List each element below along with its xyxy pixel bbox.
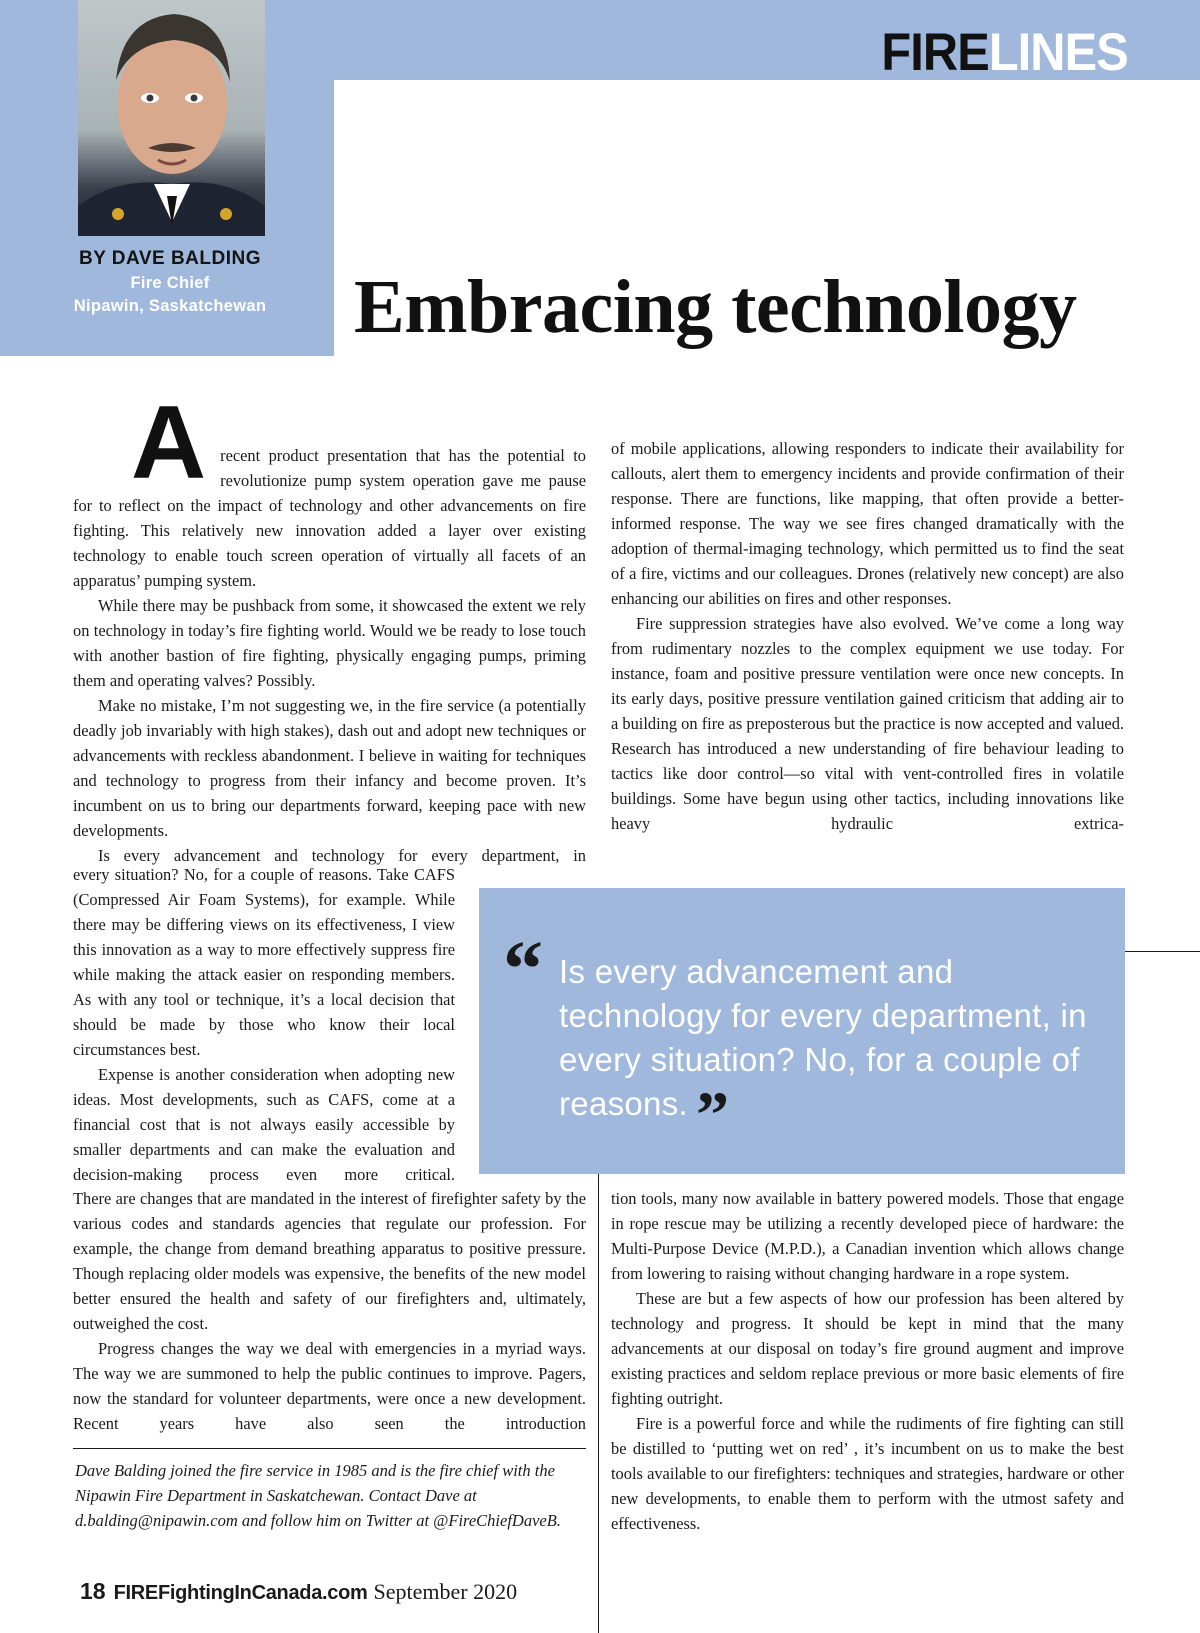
paragraph: Make no mistake, I’m not suggesting we, in the fire service (a potentially deadly job invariably with high stakes), dash out and adopt new techniques or advancements with reckless abandonment. I believe in waiting for techniques and technology to progress from their infancy and become proven. It’s incumbent on us to bring our departments forward, keeping pace with new developments. xyxy=(73,696,586,840)
author-location: Nipawin, Saskatchewan xyxy=(73,297,267,315)
paragraph: While there may be pushback from some, it showcased the extent we rely on technology in today’s fire fighting world. Would we be ready to lose touch with another bastion of fire fighting, physically engaging pumps, priming them and operating valves? Possibly. xyxy=(73,596,586,690)
author-role: Fire Chief xyxy=(130,274,210,292)
paragraph: of mobile applications, allowing responders to indicate their availability for callouts, alert them to emergency incidents and provide confirmation of their response. There are functions, like mapping, that often provide a better-informed response. The way we see fires changed dramatically with the adoption of thermal-imaging technology, which permitted us to find the seat of a fire, victims and our colleagues. Drones (relatively new concept) are also enhancing our abilities on fires and other responses. xyxy=(611,439,1124,608)
paragraph: These are but a few aspects of how our profession has been altered by technology and progress. It should be kept in mind that the many advancements at our disposal on today’s fire ground augment and improve existing practices and seldom replace previous or more basic elements of fire fighting outright. xyxy=(611,1289,1124,1408)
paragraph: tion tools, many now available in battery powered models. Those that engage in rope rescue may be utilizing a recently developed piece of hardware: the Multi-Purpose Device (M.P.D.), a Canadian invention which allows change from lowering to raising without changing hardware in a rope system. xyxy=(611,1189,1124,1283)
paragraph: Fire suppression strategies have also evolved. We’ve come a long way from rudimentary nozzles to the complex equipment we use today. For instance, foam and positive pressure ventilation were once new concepts. In its early days, positive pressure ventilation gained criticism that adding air to a building on fire as preposterous but the practice is now accepted and valued. Research has introduced a new understanding of fire behaviour leading to tactics like door control—so vital with vent-controlled fires in volatile buildings. Some have begun using other tactics, including innovations like heavy hydraulic extrica- xyxy=(611,614,1124,833)
page-footer xyxy=(80,1578,517,1605)
author-panel xyxy=(0,0,334,356)
column-1-bottom xyxy=(73,1186,586,1436)
paragraph: Is every advancement and technology for every department, in xyxy=(98,846,586,865)
section-label xyxy=(881,23,1128,82)
open-quote-icon: “ xyxy=(503,926,543,1014)
byline xyxy=(48,248,292,316)
pull-quote-text: Is every advancement and technology for every department, in every situation? No, for a couple of reasons. ” xyxy=(559,953,1087,1152)
paragraph: Fire is a powerful force and while the rudiments of fire fighting can still be distilled to ‘putting wet on red’ , it’s incumbent on us to make the best tools available to our firefighters: techniques and strategies, hardware or other new developments, to enable them to perform with the utmost safety and effectiveness. xyxy=(611,1414,1124,1533)
drop-cap: A xyxy=(131,385,207,501)
author-bio: Dave Balding joined the fire service in 1985 and is the fire chief with the Nipawin Fire Department in Saskatchewan. Contact Dave at d.balding@nipawin.com and follow him on Twitter at @FireChiefDaveB. xyxy=(75,1461,561,1530)
paragraph: There are changes that are mandated in the interest of firefighter safety by the various codes and standards agencies that regulate our profession. For example, the change from demand breathing apparatus to positive pressure. Though replacing older models was expensive, the benefits of the new model better ensured the health and safety of our firefighters and, ultimately, outweighed the cost. xyxy=(73,1189,586,1333)
column-divider xyxy=(598,1174,599,1633)
page-number: 18 xyxy=(80,1578,106,1604)
footer-site: FIREFightingInCanada.com xyxy=(113,1582,368,1604)
article-title: Embracing technology xyxy=(354,264,1077,349)
column-1-narrow xyxy=(73,862,455,1187)
author-name: BY DAVE BALDING xyxy=(78,248,262,269)
footer-issue: September 2020 xyxy=(373,1579,518,1604)
paragraph: Progress changes the way we deal with emergencies in a myriad ways. The way we are summoned to help the public continues to improve. Pagers, now the standard for volunteer departments, were once a new development. Recent years have also seen the introduction xyxy=(73,1339,586,1433)
paragraph: Expense is another consideration when adopting new ideas. Most developments, such as CAFS, come at a financial cost that is not always easily accessible by smaller departments and can make the evaluation and decision-making process even more critical. xyxy=(73,1065,455,1184)
pull-quote xyxy=(479,888,1125,1174)
section-label-fire: FIRE xyxy=(881,23,990,82)
close-quote-icon: ” xyxy=(695,1079,730,1152)
column-1-top xyxy=(73,385,586,868)
column-2-bottom xyxy=(611,1186,1124,1536)
section-label-lines: LINES xyxy=(989,23,1128,82)
bio-divider xyxy=(73,1448,586,1449)
paragraph: recent product presentation that has the potential to revolutionize pump system operation gave me pause for to reflect on the impact of technology and other advancements on fire fighting. This relatively new innovation added a layer over existing technology to enable touch screen operation of virtually all facets of an apparatus’ pumping system. xyxy=(73,446,586,590)
paragraph: every situation? No, for a couple of reasons. Take CAFS (Compressed Air Foam Systems), for example. While there may be differing views on its effectiveness, I view this innovation as a way to more effectively suppress fire while making the attack easier on responding members. As with any tool or technique, it’s a local decision that should be made by those who know their local circumstances best. xyxy=(73,865,455,1059)
divider xyxy=(1125,951,1200,952)
author-photo xyxy=(78,0,265,236)
column-2-top xyxy=(611,436,1124,836)
